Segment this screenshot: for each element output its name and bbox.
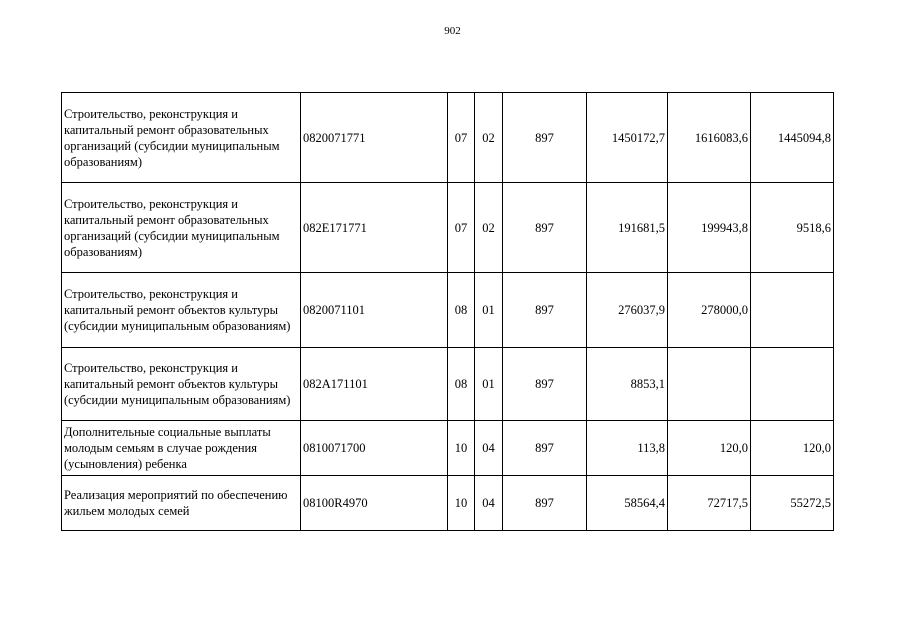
table-row (62, 348, 834, 421)
row-value-3: 9518,6 (751, 183, 834, 273)
row-section: 10 (448, 476, 475, 531)
row-section: 10 (448, 421, 475, 476)
row-value-1: 8853,1 (587, 348, 668, 421)
row-value-1: 276037,9 (587, 273, 668, 348)
row-subsection: 04 (475, 476, 503, 531)
row-name: Строительство, реконструкция и капитальный ремонт образовательных организаций (субсидии муниципальным образованиям) (62, 93, 301, 183)
row-value-3: 1445094,8 (751, 93, 834, 183)
table-row (62, 93, 834, 183)
row-value-2: 1616083,6 (668, 93, 751, 183)
row-value-3 (751, 348, 834, 421)
row-section: 07 (448, 93, 475, 183)
row-name: Дополнительные социальные выплаты молодым семьям в случае рождения (усыновления) ребенка (62, 421, 301, 476)
row-subsection: 04 (475, 421, 503, 476)
row-value-2: 278000,0 (668, 273, 751, 348)
row-value-1: 113,8 (587, 421, 668, 476)
row-subsection: 02 (475, 93, 503, 183)
row-subsection: 01 (475, 273, 503, 348)
row-grbs: 897 (503, 273, 587, 348)
row-value-2: 72717,5 (668, 476, 751, 531)
row-grbs: 897 (503, 421, 587, 476)
row-name: Строительство, реконструкция и капитальный ремонт образовательных организаций (субсидии муниципальным образованиям) (62, 183, 301, 273)
row-subsection: 02 (475, 183, 503, 273)
row-value-1: 1450172,7 (587, 93, 668, 183)
row-value-2 (668, 348, 751, 421)
row-subsection: 01 (475, 348, 503, 421)
row-code: 0810071700 (301, 421, 448, 476)
row-value-3: 120,0 (751, 421, 834, 476)
row-grbs: 897 (503, 183, 587, 273)
row-name: Строительство, реконструкция и капитальный ремонт объектов культуры (субсидии муниципальным образованиям) (62, 348, 301, 421)
budget-table (61, 92, 834, 531)
row-name: Реализация мероприятий по обеспечению жильем молодых семей (62, 476, 301, 531)
row-value-2: 120,0 (668, 421, 751, 476)
table-row (62, 421, 834, 476)
row-name: Строительство, реконструкция и капитальный ремонт объектов культуры (субсидии муниципальным образованиям) (62, 273, 301, 348)
table-row (62, 183, 834, 273)
row-section: 08 (448, 273, 475, 348)
row-section: 07 (448, 183, 475, 273)
row-grbs: 897 (503, 476, 587, 531)
table-row (62, 273, 834, 348)
table-row (62, 476, 834, 531)
row-grbs: 897 (503, 348, 587, 421)
row-code: 082A171101 (301, 348, 448, 421)
row-value-3 (751, 273, 834, 348)
row-value-3: 55272,5 (751, 476, 834, 531)
row-code: 0820071771 (301, 93, 448, 183)
row-code: 08100R4970 (301, 476, 448, 531)
row-value-1: 191681,5 (587, 183, 668, 273)
row-code: 0820071101 (301, 273, 448, 348)
row-code: 082E171771 (301, 183, 448, 273)
row-value-2: 199943,8 (668, 183, 751, 273)
row-value-1: 58564,4 (587, 476, 668, 531)
page-number: 902 (444, 25, 461, 37)
row-section: 08 (448, 348, 475, 421)
row-grbs: 897 (503, 93, 587, 183)
